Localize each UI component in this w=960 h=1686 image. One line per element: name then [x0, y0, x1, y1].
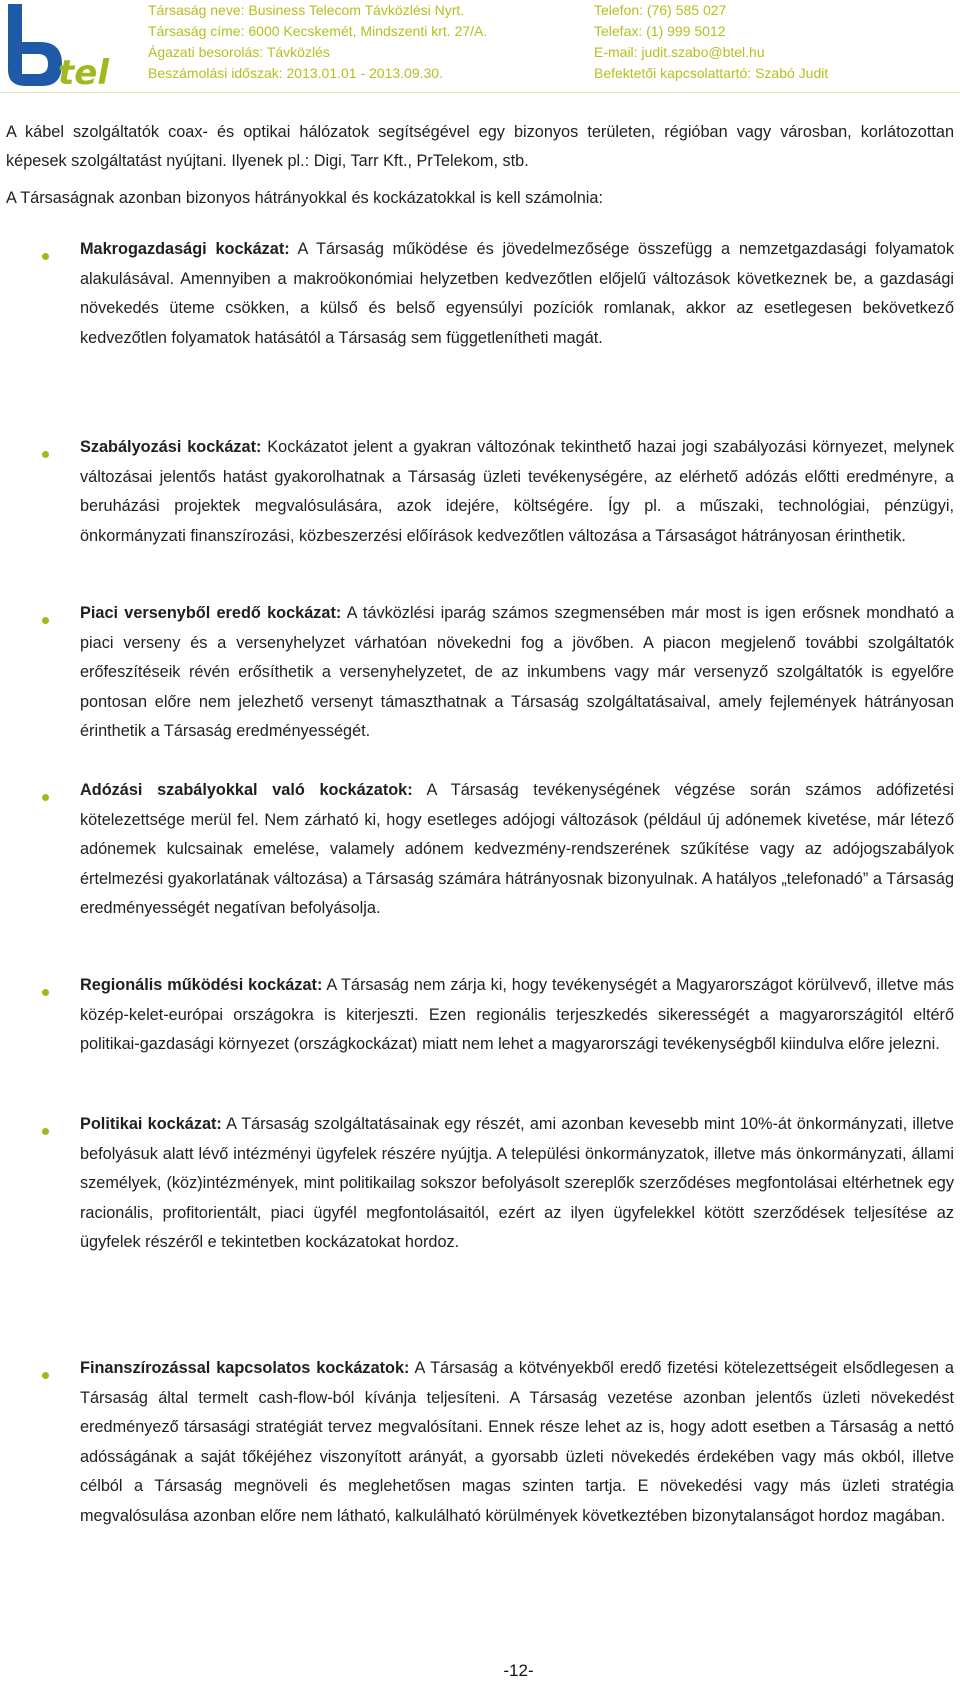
risk-title: Politikai kockázat:: [80, 1115, 222, 1133]
header-company-info: [148, 0, 487, 84]
bullet-icon: [42, 617, 49, 624]
company-name: Társaság neve: Business Telecom Távközlési Nyrt.: [148, 2, 465, 18]
email: E-mail: judit.szabo@btel.hu: [594, 44, 765, 60]
fax: Telefax: (1) 999 5012: [594, 23, 726, 39]
risk-title: Adózási szabályokkal való kockázatok:: [80, 781, 413, 799]
risk-item-macroeconomic: [80, 235, 954, 353]
risk-text: A Társaság nem zárja ki, hogy tevékenységét a Magyarországot körülvevő, illetve más közép-kelet-európai országokra is kiterjeszti. Ezen regionális terjeszkedés sikerességét a magyarországitól eltérő politikai-gazdasági környezet (országkockázat) miatt nem lehet a magyarországi tevékenységből kiindulva előre jelezni.: [80, 976, 954, 1053]
risk-item-regulatory: [80, 433, 954, 551]
reporting-period: Beszámolási időszak: 2013.01.01 - 2013.09.30.: [148, 65, 443, 81]
intro-paragraph: A kábel szolgáltatók coax- és optikai hálózatok segítségével egy bizonyos területen, régióban vagy városban, korlátozottan képesek szolgáltatást nyújtani. Ilyenek pl.: Digi, Tarr Kft., PrTelekom, stb.: [6, 123, 954, 170]
risk-item-political: [80, 1110, 954, 1258]
bullet-icon: [42, 1372, 49, 1379]
risk-item-regional: [80, 971, 954, 1060]
bullet-icon: [42, 253, 49, 260]
risk-text: A távközlési iparág számos szegmensében már most is igen erősnek mondható a piaci verseny és a versenyhelyzet várhatóan növekedni fog a jövőben. A piacon megjelenő további szolgáltatók erőfeszítéseik révén erősíthetik a versenyhelyzetet, de az inkumbens vagy már versenyző szolgáltatók is egyelőre pontosan előre nem jelezhető versenyt támaszthatnak a Társaság szolgáltatásaival, amely fejlemények hátrányosan érinthetik a Társaság eredményességét.: [80, 604, 954, 740]
risk-text: A Társaság szolgáltatásainak egy részét, ami azonban kevesebb mint 10%-át önkormányzati, illetve befolyásuk alatt lévő intézményi ügyfelek részére nyújtja. A települési önkormányzatok, illetve más önkormányzati, állami személyek, (köz)intézmények, mint politikailag sokszor befolyásolt szereplők szerződéses megfontolásai eltérhetnek egy racionális, profitorientált, piaci ügyfél megfontolásaitól, ezért az ilyen ügyfelekkel kötött szerződések teljesítése az ügyfelek részéről e tekintetben kockázatokat hordoz.: [80, 1115, 954, 1251]
risk-text: A Társaság tevékenységének végzése során számos adófizetési kötelezettsége merül fel. Nem zárható ki, hogy esetleges adójogi változások (például új adónemek kivetése, már létező adónemek kulcsainak emelése, valamely adónem kedvezmény-rendszerének szűkítése vagy az adójogszabályok értelmezési gyakorlatának változása) a Társaság számára hátrányosnak bizonyulnak. A hatályos „telefonadó” a Társaság eredményességét negatívan befolyásolja.: [80, 781, 954, 917]
risk-title: Szabályozási kockázat:: [80, 438, 262, 456]
risk-title: Piaci versenyből eredő kockázat:: [80, 604, 342, 622]
risk-text: A Társaság a kötvényekből eredő fizetési kötelezettségeit elsődlegesen a Társaság által termelt cash-flow-ból kívánja teljesíteni. A Társaság vezetése azonban jelentős üzleti növekedést eredményező társasági stratégiát tervez megvalósítani. Ennek része lehet az is, hogy adott esetben a Társaság a nettó adósságának a saját tőkéjéhez viszonyított arányát, a gyorsabb üzleti növekedés érdekében vagy más okból, illetve célból a Társaság megnöveli és meglehetősen magas szinten tartja. E növekedési vagy más üzleti stratégia megvalósulása azonban előre nem látható, kalkulálható körülmények következtében bizonytalanságot hordoz magában.: [80, 1359, 954, 1525]
company-address: Társaság címe: 6000 Kecskemét, Mindszenti krt. 27/A.: [148, 23, 488, 39]
header-divider: [0, 92, 960, 93]
header-contact-info: [594, 0, 828, 84]
investor-contact: Befektetői kapcsolattartó: Szabó Judit: [594, 65, 829, 81]
risk-item-taxation: [80, 776, 954, 924]
risk-text: Kockázatot jelent a gyakran változónak tekinthető hazai jogi szabályozási környezet, melynek változásai jelentős hatást gyakorolhatnak a Társaság üzleti tevékenységére, az elérhető adózás előtti eredményre, a beruházási projektek megvalósulására, azok idejére, költségére. Így pl. a műszaki, technológiai, pénzügyi, önkormányzati finanszírozási, közbeszerzési előírások kedvezőtlen változása a Társaságot hátrányosan érinthetik.: [80, 438, 954, 545]
risk-text: A Társaság működése és jövedelmezősége összefügg a nemzetgazdasági folyamatok alakulásával. Amennyiben a makroökonómiai helyzetben kedvezőtlen előjelű változások következnek be, a gazdasági növekedés üteme csökken, a külső és belső egyensúlyi pozíciók romlanak, akkor az esetlegesen bekövetkező kedvezőtlen folyamatok hatásától a Társaság sem függetlenítheti magát.: [80, 240, 954, 347]
btel-logo: [4, 0, 118, 88]
page-number: -12-: [503, 1661, 534, 1680]
svg-text:tel: tel: [58, 53, 109, 88]
risk-item-market-competition: [80, 599, 954, 747]
bullet-icon: [42, 451, 49, 458]
risks-intro: A Társaságnak azonban bizonyos hátrányokkal és kockázatokkal is kell számolnia:: [6, 189, 603, 207]
bullet-icon: [42, 1128, 49, 1135]
document-header: [0, 0, 960, 94]
phone: Telefon: (76) 585 027: [594, 2, 727, 18]
bullet-icon: [42, 989, 49, 996]
bullet-icon: [42, 794, 49, 801]
risk-item-financing: [80, 1354, 954, 1531]
risk-title: Makrogazdasági kockázat:: [80, 240, 290, 258]
risk-title: Regionális működési kockázat:: [80, 976, 323, 994]
risk-title: Finanszírozással kapcsolatos kockázatok:: [80, 1359, 410, 1377]
industry-classification: Ágazati besorolás: Távközlés: [148, 44, 330, 60]
